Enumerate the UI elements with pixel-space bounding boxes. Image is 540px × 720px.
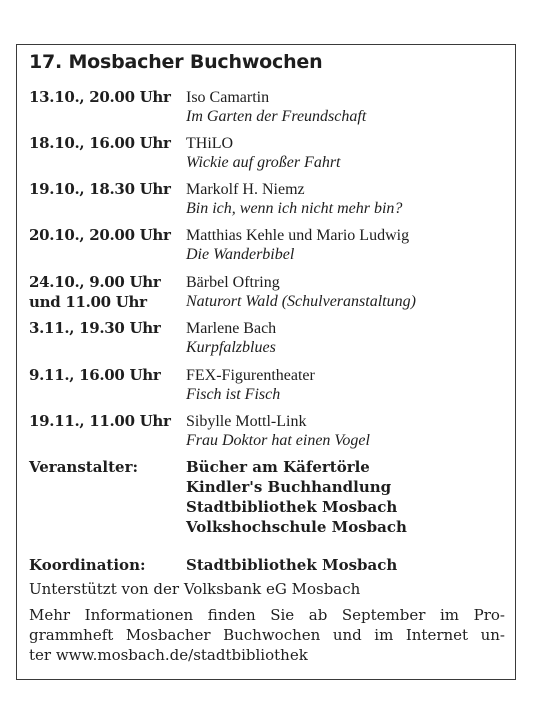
organizer-name: Kindler's Buchhandlung	[186, 478, 392, 496]
event-book-title: Fisch ist Fisch	[186, 386, 281, 403]
event-date-time: 18.10., 16.00 Uhr	[29, 134, 171, 152]
event-date-time: 19.10., 18.30 Uhr	[29, 180, 171, 198]
organizers-label: Veranstalter:	[29, 458, 139, 476]
event-author: FEX-Figurentheater	[186, 367, 315, 384]
sponsor-note: Unterstützt von der Volksbank eG Mosbach	[29, 580, 361, 598]
event-date-time: 19.11., 11.00 Uhr	[29, 412, 171, 430]
event-author: THiLO	[186, 135, 234, 152]
event-author: Iso Camartin	[186, 89, 270, 106]
event-date-time: 20.10., 20.00 Uhr	[29, 226, 171, 244]
event-book-title: Wickie auf großer Fahrt	[186, 154, 341, 171]
coordination-name: Stadtbibliothek Mosbach	[186, 556, 398, 574]
event-book-title: Frau Doktor hat einen Vogel	[186, 432, 370, 449]
event-book-title: Kurpfalzblues	[186, 339, 276, 356]
event-book-title: Die Wanderbibel	[186, 246, 295, 263]
event-second-time: und 11.00 Uhr	[29, 293, 147, 311]
coordination-label: Koordination:	[29, 556, 146, 574]
event-book-title: Bin ich, wenn ich nicht mehr bin?	[186, 200, 403, 217]
event-book-title: Naturort Wald (Schulveranstaltung)	[186, 293, 416, 310]
event-author: Markolf H. Niemz	[186, 181, 305, 198]
info-line: ter www.mosbach.de/stadtbibliothek	[29, 646, 308, 664]
info-line: grammheft Mosbacher Buchwochen und im Internet un-	[29, 626, 505, 644]
event-book-title: Im Garten der Freundschaft	[186, 108, 367, 125]
event-author: Matthias Kehle und Mario Ludwig	[186, 227, 410, 244]
event-author: Sibylle Mottl-Link	[186, 413, 307, 430]
listing-title: 17. Mosbacher Buchwochen	[29, 51, 323, 73]
more-info-paragraph	[29, 605, 505, 665]
organizer-name: Bücher am Käfertörle	[186, 458, 370, 476]
event-date-time: 24.10., 9.00 Uhr	[29, 273, 161, 291]
event-author: Marlene Bach	[186, 320, 277, 337]
event-date-time: 3.11., 19.30 Uhr	[29, 319, 161, 337]
organizer-name: Volkshochschule Mosbach	[186, 518, 407, 536]
event-date-time: 13.10., 20.00 Uhr	[29, 88, 171, 106]
info-line: Mehr Informationen finden Sie ab September im Pro-	[29, 606, 505, 624]
organizer-name: Stadtbibliothek Mosbach	[186, 498, 398, 516]
event-author: Bärbel Oftring	[186, 274, 280, 291]
event-listing-box	[16, 44, 516, 680]
event-date-time: 9.11., 16.00 Uhr	[29, 366, 161, 384]
coordination-value-wrap	[186, 555, 397, 575]
organizers-list	[186, 457, 407, 537]
